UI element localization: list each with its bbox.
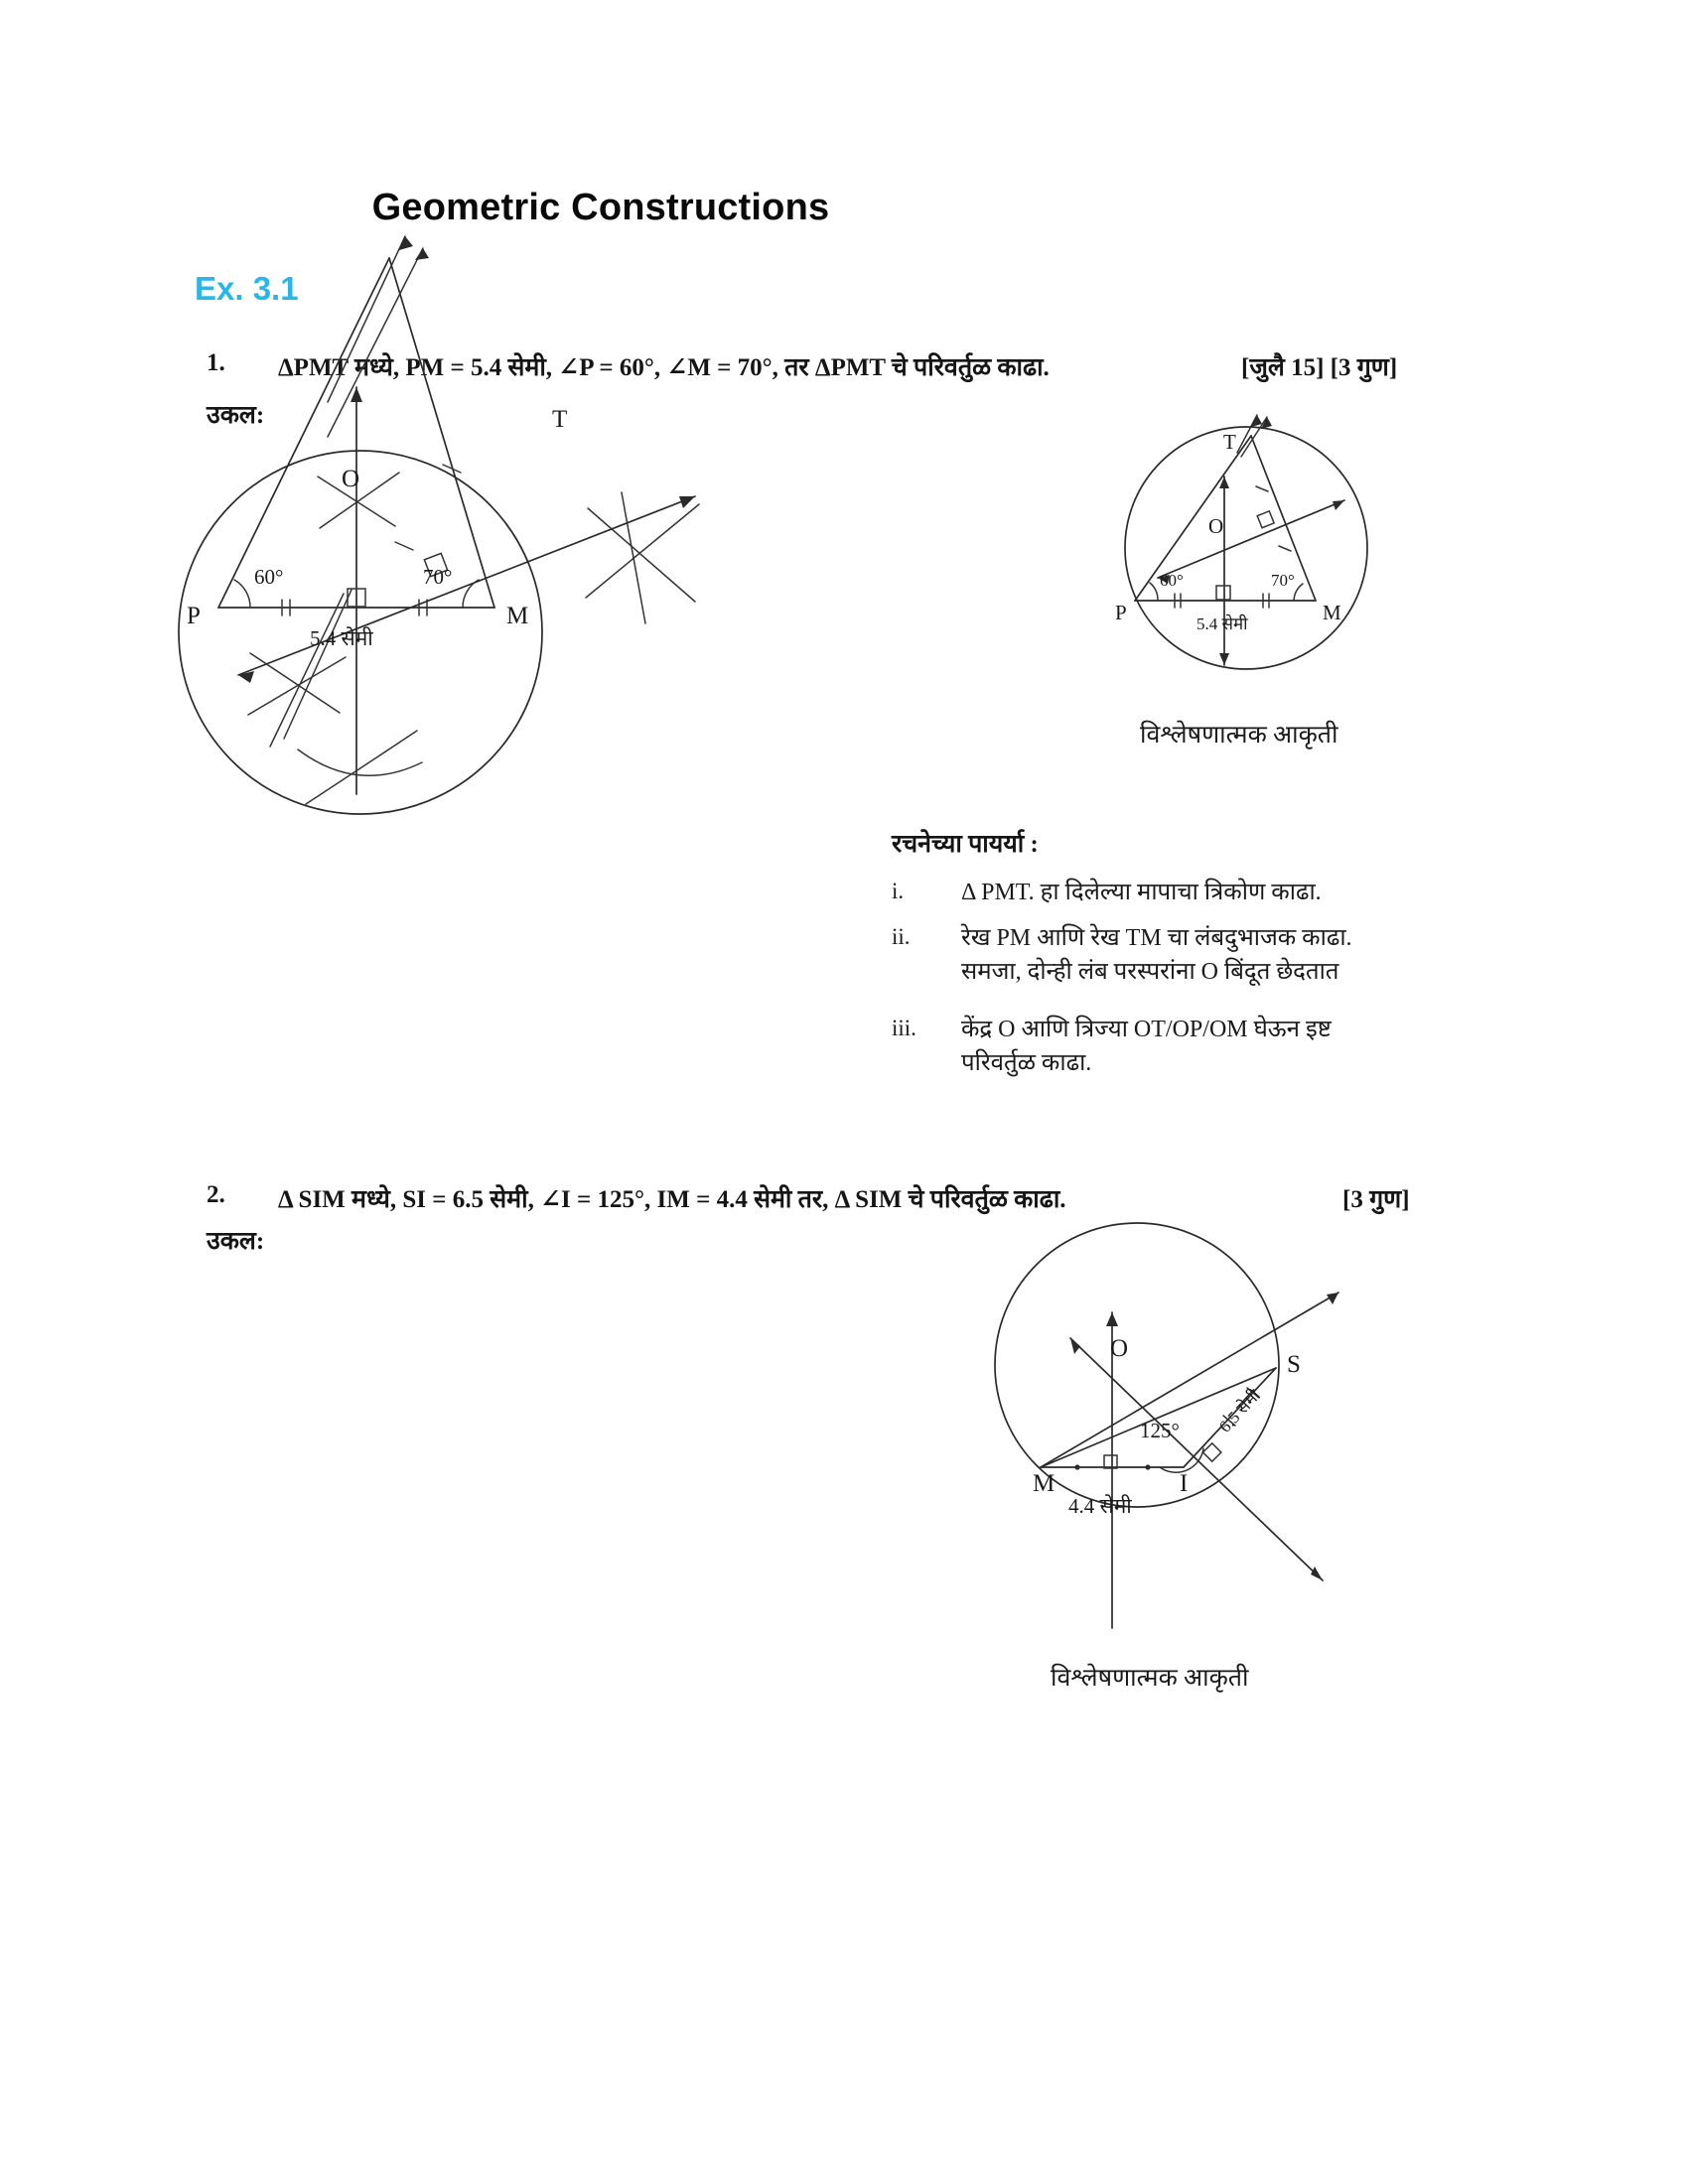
construction-steps-heading: रचनेच्या पायर्या : [892, 831, 1039, 858]
ray-ms-extended [1041, 1293, 1338, 1467]
figure-2-caption: विश्लेषणात्मक आकृती [1051, 1665, 1249, 1692]
label-side-si-2: 6.5 सेमी [1215, 1386, 1265, 1436]
arc-cross-right-c [622, 492, 645, 623]
question-1-text: ΔPMT मध्ये, PM = 5.4 सेमी, ∠P = 60°, ∠M = 70°, तर ΔPMT चे परिवर्तुळ काढा. [278, 354, 1050, 381]
label-angle-m: 70° [423, 565, 453, 589]
angle-arc-p [234, 580, 250, 608]
arc-cross-lower-a [250, 653, 340, 713]
arrowhead-bisector-is-left [1070, 1338, 1080, 1354]
figure-2-construction [933, 1231, 1450, 1658]
angle-arc-analytical-p [1150, 583, 1158, 601]
arrowhead-bisector-mi [1106, 1312, 1118, 1326]
step-1-marker: i. [892, 879, 905, 903]
label-m-analytical: M [1323, 601, 1341, 624]
step-2-line-1: रेख PM आणि रेख TM चा लंबदुभाजक काढा. [961, 925, 1352, 951]
right-angle-analytical-pm [1216, 586, 1230, 600]
step-1-line-1: Δ PMT. हा दिलेल्या मापाचा त्रिकोण काढा. [961, 880, 1322, 905]
figure-2-svg [933, 1231, 1450, 1658]
label-side-pm: 5.4 सेमी [310, 626, 373, 650]
label-s-2: S [1287, 1351, 1301, 1378]
tick-mi-2 [1145, 1464, 1150, 1469]
perpendicular-bisector-is [1070, 1338, 1323, 1580]
question-2-marks: [3 गुण] [1342, 1186, 1410, 1213]
tick-analytical-mt-2 [1279, 546, 1291, 551]
label-i-2: I [1180, 1470, 1189, 1497]
construction-step-1 [892, 876, 1487, 909]
step-2-line-2: समजा, दोन्ही लंब परस्परांना O बिंदूत छेदतात [961, 959, 1339, 986]
arrowhead-bisector-tm-left [238, 671, 254, 683]
tick-tm-2 [395, 542, 413, 550]
arrowhead-analytical-1 [1251, 415, 1262, 427]
construction-step-3 [892, 1013, 1487, 1080]
step-3-marker: iii. [892, 1016, 916, 1040]
right-angle-mark-is [1203, 1443, 1221, 1461]
figure-1-analytical-caption: विश्लेषणात्मक आकृती [1140, 722, 1338, 749]
step-3-line-1: केंद्र O आणि त्रिज्या OT/OP/OM घेऊन इष्ट [961, 1017, 1332, 1042]
label-angle-m-analytical: 70° [1271, 571, 1295, 590]
figure-1-analytical [1112, 409, 1489, 747]
label-p: P [187, 603, 201, 629]
segment-pt-analytical [1135, 436, 1251, 601]
label-o: O [342, 466, 360, 492]
page-title: Geometric Constructions [371, 187, 830, 228]
circumcircle-2 [995, 1223, 1279, 1507]
bisector-oblique-analytical [1158, 500, 1344, 578]
tick-analytical-mt-1 [1256, 486, 1268, 491]
arrowhead-bisector-is-right [1311, 1567, 1323, 1580]
arrowhead-oblique-right [1333, 500, 1344, 510]
arrowhead-bisector-tm-right [679, 496, 695, 508]
label-m: M [506, 603, 529, 629]
arc-bottom-b [306, 731, 417, 804]
step-2-marker: ii. [892, 924, 911, 949]
construction-step-2 [892, 921, 1487, 989]
figure-1-svg [179, 397, 894, 1112]
arrowhead-t-2 [415, 248, 429, 260]
label-side-pm-analytical: 5.4 सेमी [1196, 614, 1248, 633]
segment-pt [218, 258, 389, 608]
right-angle-mark-mi [1104, 1455, 1117, 1468]
label-angle-i-2: 125° [1140, 1419, 1180, 1442]
exercise-label: Ex. 3.1 [195, 270, 299, 307]
arc-cross-right-a [588, 508, 695, 602]
arrowhead-vertical-bottom [1219, 653, 1229, 665]
arc-bottom-a [298, 750, 422, 775]
arc-cross-right-b [586, 504, 699, 598]
label-t-analytical: T [1223, 430, 1236, 454]
tick-mi-1 [1074, 1464, 1079, 1469]
label-o-2: O [1110, 1335, 1129, 1362]
construction-stroke-a [270, 594, 344, 747]
label-o-analytical: O [1208, 514, 1224, 538]
figure-1-main-construction [179, 397, 894, 1112]
question-2-solution-label: उकल: [207, 1228, 265, 1255]
question-2-text: Δ SIM मध्ये, SI = 6.5 सेमी, ∠I = 125°, IM = 4.4 सेमी तर, Δ SIM चे परिवर्तुळ काढा. [278, 1186, 1066, 1213]
label-m-2: M [1033, 1470, 1055, 1497]
figure-1-analytical-svg [1112, 409, 1489, 747]
right-angle-analytical-tm [1257, 511, 1274, 528]
question-1-number: 1. [207, 349, 225, 376]
construction-stroke-b [284, 590, 352, 739]
label-side-im-2: 4.4 सेमी [1068, 1494, 1132, 1518]
construction-ray-t-2 [328, 248, 423, 437]
angle-arc-analytical-m [1294, 584, 1303, 601]
label-p-analytical: P [1115, 601, 1127, 624]
label-angle-p-analytical: 60° [1160, 571, 1184, 590]
label-t: T [552, 406, 568, 433]
question-2-number: 2. [207, 1181, 225, 1208]
question-1-marks: [जुलै 15] [3 गुण] [1241, 354, 1398, 381]
question-1-solution-label: उकल: [207, 402, 265, 429]
step-3-line-2: परिवर्तुळ काढा. [961, 1050, 1092, 1077]
label-angle-p: 60° [254, 565, 284, 589]
